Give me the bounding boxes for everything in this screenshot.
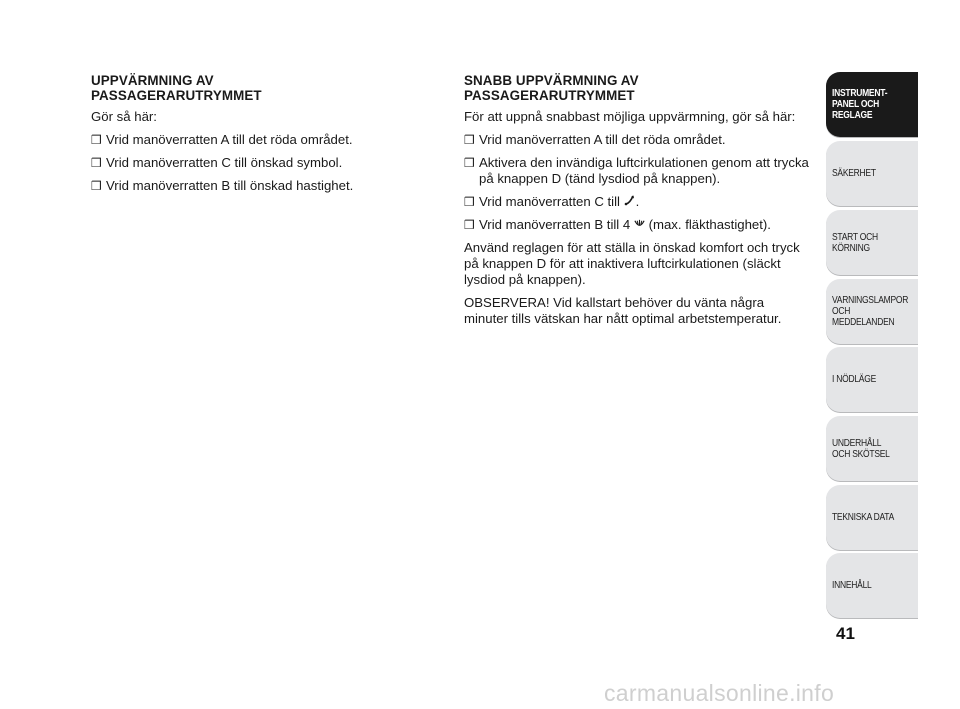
note-paragraph: OBSERVERA! Vid kallstart behöver du vänta några minuter tills vätskan har nått optimal arbetstemperatur. [464, 295, 782, 326]
right-column [464, 73, 809, 334]
checkbox-bullet-icon: ❒ [464, 195, 475, 209]
section-heading: UPPVÄRMNING AV PASSAGERARUTRYMMET [91, 73, 262, 103]
checkbox-bullet-icon: ❒ [464, 156, 475, 170]
tab-sakerhet[interactable]: SÄKERHET [826, 141, 918, 206]
watermark: carmanualsonline.info [604, 680, 835, 706]
tab-innehall[interactable]: INNEHÅLL [826, 553, 918, 618]
list-item: ❒ Vrid manöverratten A till det röda området. [91, 132, 353, 147]
intro-text: För att uppnå snabbast möjliga uppvärmning, gör så här: [464, 109, 796, 124]
left-column [91, 73, 401, 201]
section-heading: SNABB UPPVÄRMNING AV PASSAGERARUTRYMMET [464, 73, 639, 103]
tab-varningslampor[interactable]: VARNINGSLAMPOR OCH MEDDELANDEN [826, 279, 918, 344]
checkbox-bullet-icon: ❒ [464, 133, 475, 147]
list-item: ❒ Vrid manöverratten B till önskad hastighet. [91, 178, 354, 193]
page-number: 41 [836, 624, 855, 643]
list-item: ❒ Vrid manöverratten C till . [464, 194, 640, 209]
body-paragraph: Använd reglagen för att ställa in önskad komfort och tryck på knappen D för att inaktivera luftcirkulationen (släckt lysdiod på knappen). [464, 240, 800, 287]
list-item: ❒ Vrid manöverratten A till det röda området. [464, 132, 726, 147]
foot-vent-icon [624, 194, 636, 210]
tab-start-och-korning[interactable]: START OCH KÖRNING [826, 210, 918, 275]
chapter-sidebar [826, 72, 918, 619]
intro-text: Gör så här: [91, 109, 157, 124]
tab-underhall[interactable]: UNDERHÅLL OCH SKÖTSEL [826, 416, 918, 481]
tab-instrumentpanel[interactable]: INSTRUMENT- PANEL OCH REGLAGE [826, 72, 918, 137]
list-item: ❒ Vrid manöverratten B till 4 (max. fläkthastighet). [464, 217, 771, 232]
list-item: ❒ Aktivera den invändiga luftcirkulationen genom att trycka på knappen D (tänd lysdiod på knappen). [464, 155, 809, 186]
checkbox-bullet-icon: ❒ [464, 218, 475, 232]
fan-icon [634, 217, 645, 233]
checkbox-bullet-icon: ❒ [91, 179, 102, 193]
list-item: ❒ Vrid manöverratten C till önskad symbol. [91, 155, 343, 170]
checkbox-bullet-icon: ❒ [91, 133, 102, 147]
tab-i-nodlage[interactable]: I NÖDLÄGE [826, 347, 918, 412]
tab-tekniska-data[interactable]: TEKNISKA DATA [826, 485, 918, 550]
checkbox-bullet-icon: ❒ [91, 156, 102, 170]
